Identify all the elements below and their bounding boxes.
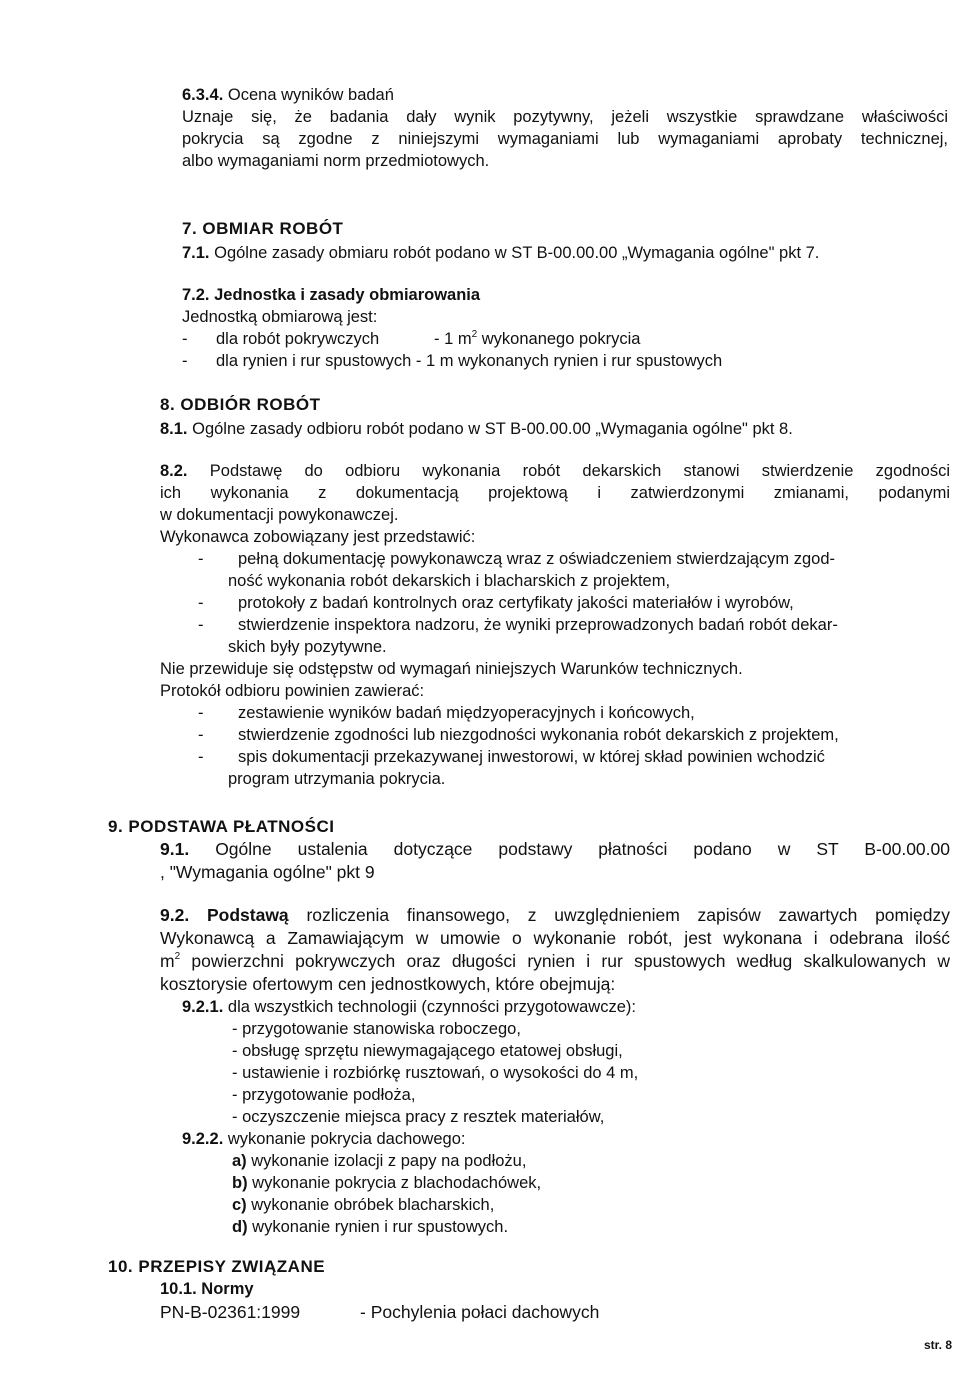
section-text: Ogólne zasady obmiaru robót podano w ST B-00.00.00 „Wymagania ogólne" pkt 7. — [214, 244, 820, 262]
section-10-1: 10.1. Normy — [160, 1280, 254, 1298]
list-item: - przygotowanie podłoża, — [232, 1086, 416, 1104]
list-item: - przygotowanie stanowiska roboczego, — [232, 1020, 521, 1038]
section-number: 9.2. — [160, 905, 190, 925]
paragraph-line: Jednostką obmiarową jest: — [182, 308, 378, 326]
section-number: 8.2. — [160, 462, 188, 480]
roofing-list — [182, 1150, 882, 1238]
item-label: dla robót pokrywczych — [216, 330, 380, 348]
heading-8: 8. ODBIÓR ROBÓT — [160, 395, 321, 414]
list-item: - ustawienie i rozbiórkę rusztowań, o wysokości do 4 m, — [232, 1064, 639, 1082]
list-item: b) wykonanie pokrycia z blachodachówek, — [232, 1174, 542, 1192]
list-item: - oczyszczenie miejsca pracy z resztek materiałów, — [232, 1108, 605, 1126]
section-6-3-4 — [182, 84, 948, 172]
list-item: a) wykonanie izolacji z papy na podłożu, — [232, 1152, 527, 1170]
norm-code: PN-B-02361:1999 — [160, 1302, 301, 1322]
heading-9: 9. PODSTAWA PŁATNOŚCI — [108, 817, 335, 836]
paragraph-line: Protokół odbioru powinien zawierać: — [160, 682, 425, 700]
list-item: c) wykonanie obróbek blacharskich, — [232, 1196, 495, 1214]
paragraph-line: Uznaje się, że badania dały wynik pozytywny, jeżeli wszystkie sprawdzane właściwości — [182, 108, 948, 126]
section-9-1: 9.1. Ogólne ustalenia dotyczące podstawy płatności podano w ST B-00.00.00 , "Wymagania ogólne" pkt 9 — [160, 839, 950, 882]
paragraph-line: pokrycia są zgodne z niniejszymi wymaganiami lub wymaganiami aprobaty technicznej, — [182, 130, 948, 148]
section-number: 6.3.4. — [182, 86, 224, 104]
section-7-2 — [182, 284, 882, 372]
section-number: 8.1. — [160, 420, 188, 438]
paragraph-line: ich wykonania z dokumentacją projektową i zatwierdzonymi zmianami, podanymi — [160, 484, 950, 502]
section-8-1 — [160, 418, 793, 440]
norm-title: - Pochylenia połaci dachowych — [360, 1302, 600, 1322]
section-number: 9.2.1. — [182, 998, 224, 1016]
paragraph-line: Wykonawcą a Zamawiającym w umowie o wykonanie robót, jest wykonana i odebrana ilość — [160, 928, 950, 948]
list-item: - zestawienie wyników badań międzyoperacyjnych i końcowych, — [198, 704, 695, 722]
section-title: Jednostka i zasady obmiarowania — [214, 286, 481, 304]
heading-10: 10. PRZEPISY ZWIĄZANE — [108, 1257, 326, 1276]
list-item: - pełną dokumentację powykonawczą wraz z oświadczeniem stwierdzającym zgod- — [198, 550, 836, 568]
section-7-1 — [182, 242, 819, 264]
section-number: 9.2.2. — [182, 1130, 224, 1148]
paragraph-line: w dokumentacji powykonawczej. — [160, 506, 399, 524]
section-8-2: 8.2. Podstawę do odbioru wykonania robót dekarskich stanowi stwierdzenie zgodności ich wykonania z dokumentacją projektową i zatwierdzonymi zmianami, podanymi w dokumentacji powykonawczej. Wykonawca zobowiązany jest przedstawić: - pełną dokumentację powykonawczą wraz z oświadczeniem stwierdzającym zgod- ność wykonania robót dekarskich i blacharskich z projektem, - protokoły z badań kontrolnych oraz certyfikaty jakości materiałów i wyrobów, - stwierdzenie inspektora nadzoru, że wyniki przeprowadzonych badań robót dekar- skich były pozytywne. Nie przewiduje się odstępstw od wymagań niniejszych Warunków technicznych. Protokół odbioru powinien zawierać: - zestawienie wyników badań międzyoperacyjnych i końcowych, - stwierdzenie zgodności lub niezgodności wykonania robót dekarskich z projektem, - spis dokumentacji przekazywanej inwestorowi, w której skład powinien wchodzić program utrzymania pokrycia. — [160, 462, 950, 788]
section-9-2: 9.2. Podstawą rozliczenia finansowego, z uwzględnieniem zapisów zawartych pomiędzy Wykonawcą a Zamawiającym w umowie o wykonanie robót, jest wykonana i odebrana ilość $m^2$ powierzchni pokrywczych oraz długości rynien i rur spustowych według skalkulowanych w kosztorysie ofertowym cen jednostkowych, które obejmują: — [160, 905, 950, 994]
section-text: Ogólne zasady odbioru robót podano w ST B-00.00.00 „Wymagania ogólne" pkt 8. — [192, 420, 793, 438]
list-item: - stwierdzenie zgodności lub niezgodności wykonania robót dekarskich z projektem, — [198, 726, 839, 744]
section-title: Ocena wyników badań — [227, 86, 394, 104]
contractor-list — [160, 548, 950, 658]
list-item: - spis dokumentacji przekazywanej inwestorowi, w której skład powinien wchodzić — [198, 748, 825, 766]
section-number: 7.1. — [182, 244, 210, 262]
heading-7: 7. OBMIAR ROBÓT — [182, 219, 344, 238]
paragraph-line: albo wymaganiami norm przedmiotowych. — [182, 152, 490, 170]
list-item-cont: ność wykonania robót dekarskich i blacharskich z projektem, — [228, 572, 671, 590]
protocol-list — [160, 702, 950, 790]
list-item-cont: program utrzymania pokrycia. — [228, 770, 446, 788]
list-item: d) wykonanie rynien i rur spustowych. — [232, 1218, 509, 1236]
page-number: str. 8 — [923, 1338, 952, 1352]
section-9-2-1: 9.2.1. dla wszystkich technologii (czynności przygotowawcze): - przygotowanie stanowiska roboczego, - obsługę sprzętu niewymagającego etatowej obsługi, - ustawienie i rozbiórkę rusztowań, o wysokości do 4 m, - przygotowanie podłoża, - oczyszczenie miejsca pracy z resztek materiałów, 9.2.2. wykonanie pokrycia dachowego: a) wykonanie izolacji z papy na podłożu, b) wykonanie pokrycia z blachodachówek, c) wykonanie obróbek blacharskich, d) wykonanie rynien i rur spustowych. — [182, 996, 882, 1238]
list-item: - obsługę sprzętu niewymagającego etatowej obsługi, — [232, 1042, 623, 1060]
list-item: - stwierdzenie inspektora nadzoru, że wyniki przeprowadzonych badań robót dekar- — [198, 616, 838, 634]
list-item-cont: skich były pozytywne. — [228, 638, 387, 656]
paragraph-line: Wykonawca zobowiązany jest przedstawić: — [160, 528, 476, 546]
list-item: - protokoły z badań kontrolnych oraz certyfikaty jakości materiałów i wyrobów, — [198, 594, 794, 612]
paragraph-line: , "Wymagania ogólne" pkt 9 — [160, 862, 375, 882]
section-number: 9.1. — [160, 839, 190, 859]
section-number: 7.2. — [182, 286, 210, 304]
paragraph-line: Nie przewiduje się odstępstw od wymagań niniejszych Warunków technicznych. — [160, 660, 743, 678]
paragraph-line: $m^2$ powierzchni pokrywczych oraz długości rynien i rur spustowych według skalkulowanych w — [160, 951, 950, 971]
prep-list — [182, 1018, 882, 1128]
paragraph-line: kosztorysie ofertowym cen jednostkowych, które obejmują: — [160, 974, 616, 994]
norm-row — [160, 1301, 599, 1323]
list-item: - dla robót pokrywczych - 1 $m^2$ wykonanego pokrycia — [182, 328, 641, 348]
list-item: - dla rynien i rur spustowych - 1 m wykonanych rynien i rur spustowych — [182, 352, 723, 370]
